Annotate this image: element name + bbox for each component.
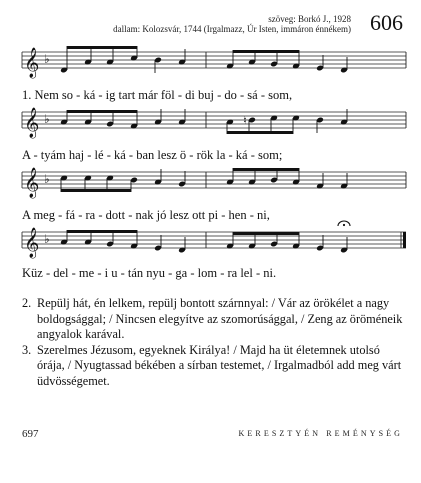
note-beam bbox=[233, 168, 299, 171]
tune-credit: dallam: Kolozsvár, 1744 (Irgalmazz, Úr Isten, immáron énnékem) bbox=[113, 24, 351, 34]
key-signature-flat-icon: ♭ bbox=[44, 52, 50, 66]
key-signature-flat-icon: ♭ bbox=[44, 112, 50, 126]
page-number: 697 bbox=[22, 428, 39, 440]
verse-number: 2. bbox=[22, 296, 32, 310]
note-beam bbox=[67, 46, 137, 49]
note-beam bbox=[67, 110, 137, 113]
key-signature-flat-icon: ♭ bbox=[44, 172, 50, 186]
note-beam bbox=[233, 50, 299, 53]
verse-3 bbox=[22, 343, 404, 390]
verse-2 bbox=[22, 296, 404, 343]
note-beam bbox=[233, 232, 299, 235]
verse-number: 3. bbox=[22, 342, 32, 357]
treble-clef: 𝄞 bbox=[24, 108, 40, 138]
text-credit: szöveg: Borkó J., 1928 bbox=[268, 14, 351, 24]
treble-clef: 𝄞 bbox=[24, 48, 40, 78]
book-title: KERESZTYÉN REMÉNYSÉG bbox=[238, 429, 403, 438]
note-beam bbox=[61, 189, 131, 192]
note-beam bbox=[227, 131, 293, 134]
fermata-dot bbox=[343, 224, 345, 226]
lyric-line-2: A - tyám haj - lé - ká - ban lesz ö - rök la - ká - som; bbox=[22, 148, 283, 162]
treble-clef: 𝄞 bbox=[24, 228, 40, 258]
verse-text: Repülj hát, én lelkem, repülj bontott szárnnyal: / Vár az örökélet a nagy boldogsággal; / Nincsen elegyítve az szomorúsággal, / Zeng az öröméneik angyalok karával. bbox=[37, 296, 403, 342]
verses-block bbox=[22, 296, 404, 390]
verse-text: Szerelmes Jézusom, egyeknek Királya! / Majd ha üt életemnek utolsó órája, / Nyugtassad békében a sírban testemet, / Irgalmadból add meg várt üdvösségemet. bbox=[37, 342, 402, 388]
key-signature-flat-icon: ♭ bbox=[44, 232, 50, 246]
lyric-line-3: A meg - fá - ra - dott - nak jó lesz ott pi - hen - ni, bbox=[22, 208, 270, 222]
final-bar-thick bbox=[403, 232, 406, 248]
note-beam bbox=[67, 230, 137, 233]
natural-sign-icon: ♮ bbox=[243, 114, 247, 127]
treble-clef: 𝄞 bbox=[24, 168, 40, 198]
lyric-line-1: 1. Nem so - ká - ig tart már föl - di buj - do - sá - som, bbox=[22, 88, 293, 102]
hymn-number: 606 bbox=[370, 10, 403, 35]
lyric-line-4: Küz - del - me - i u - tán nyu - ga - lom - ra lel - ni. bbox=[22, 266, 277, 280]
